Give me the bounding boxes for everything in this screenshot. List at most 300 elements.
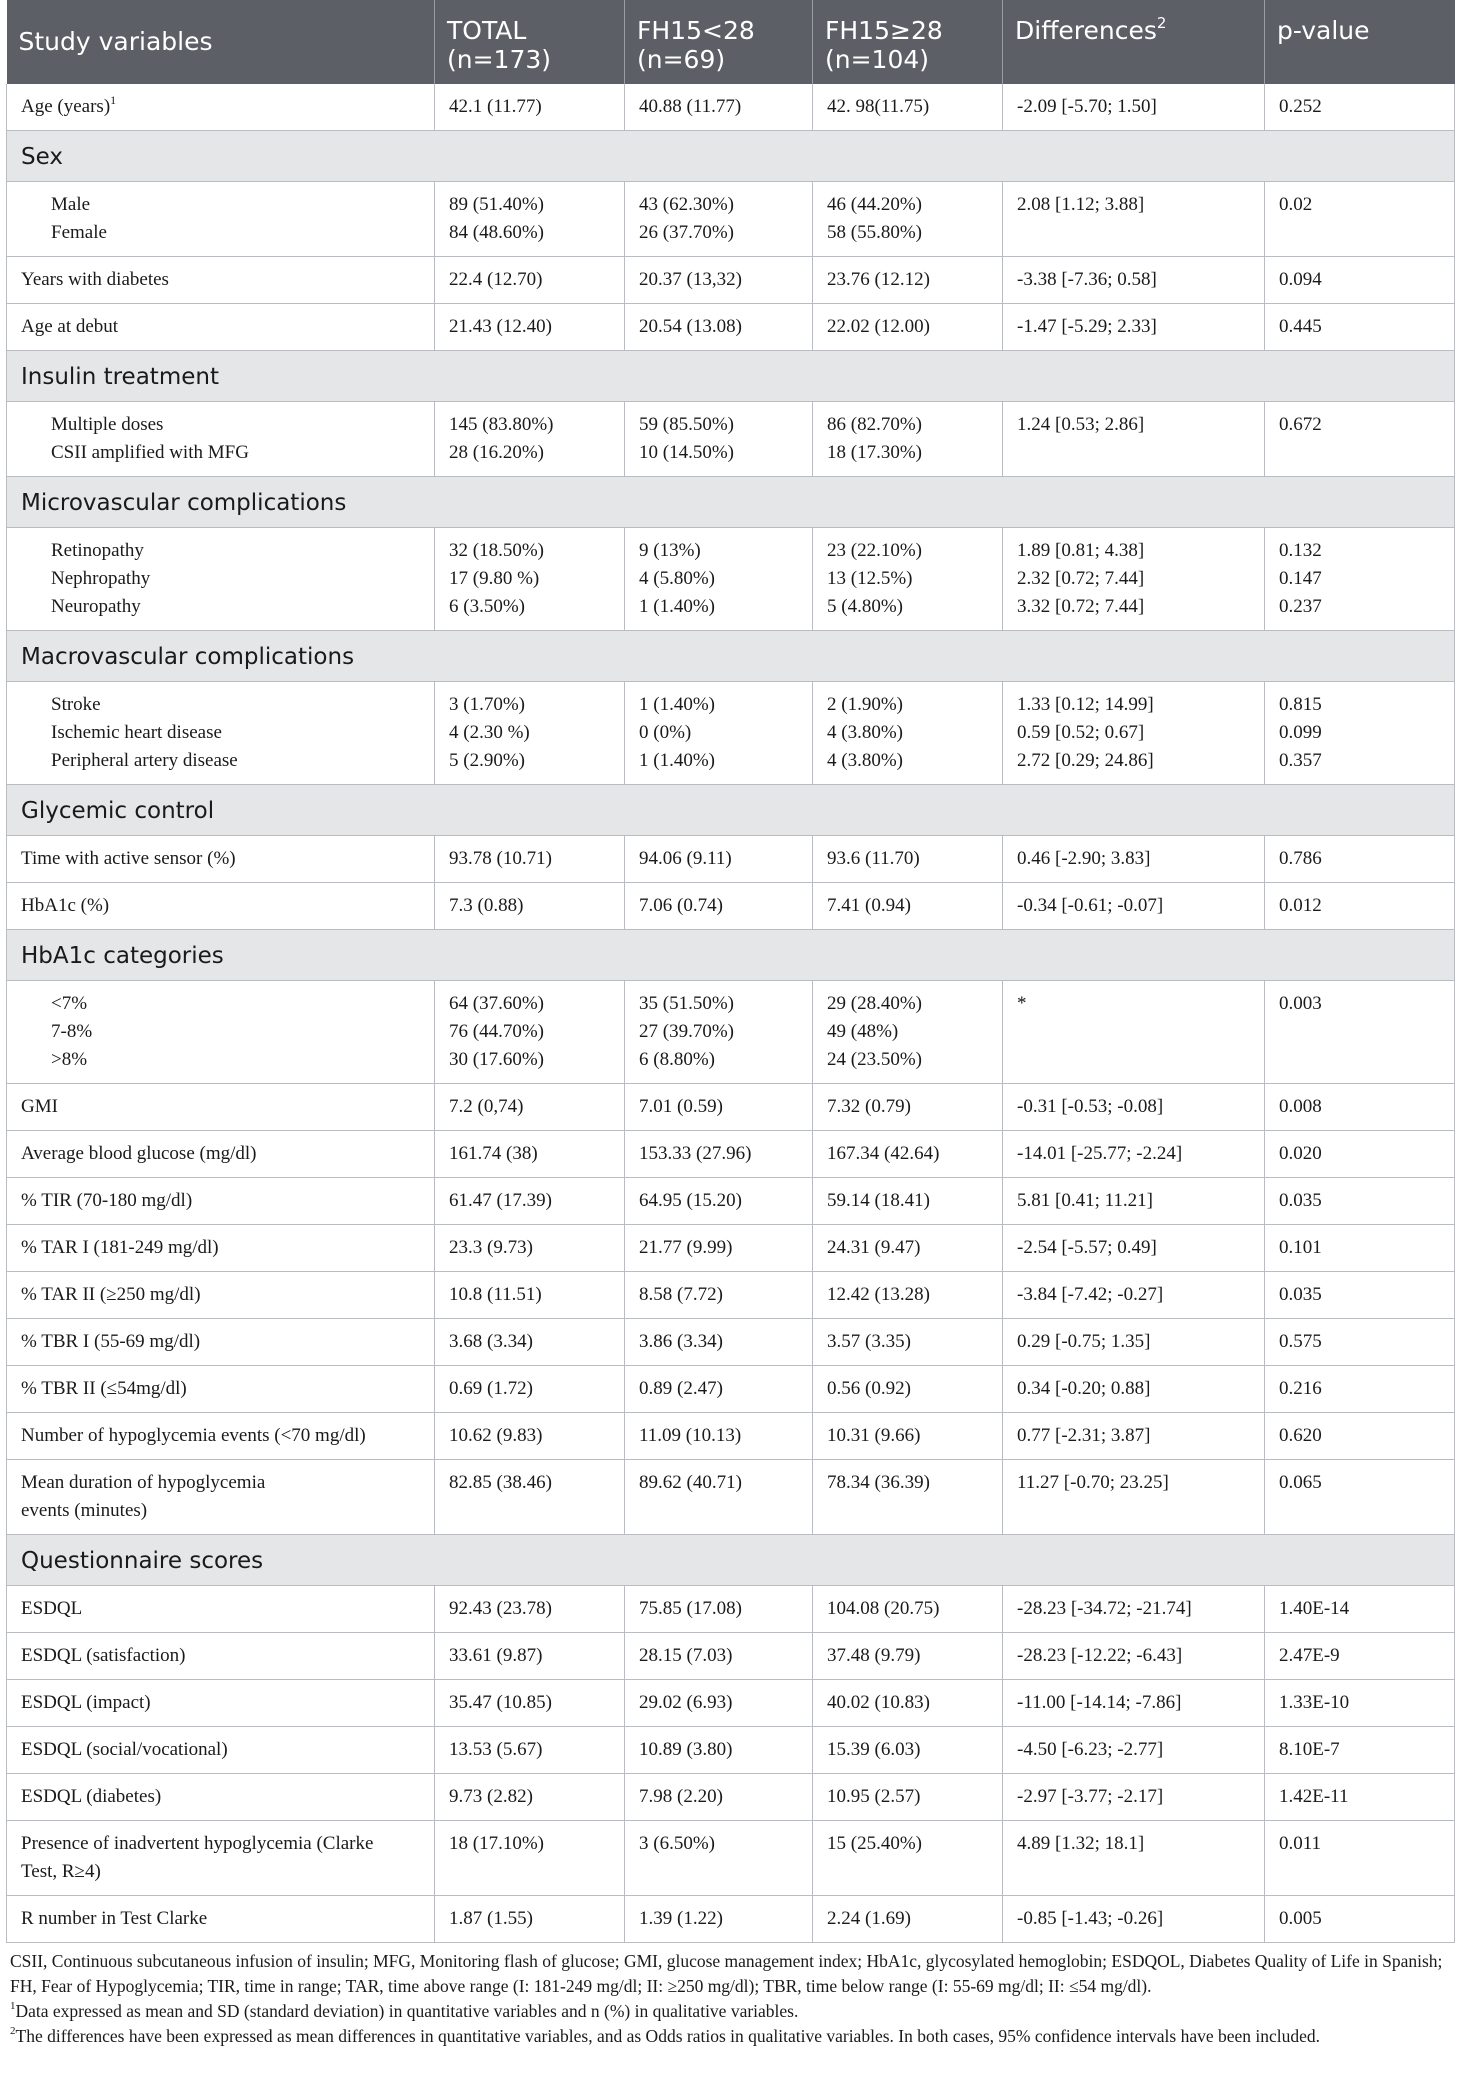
section-title: HbA1c categories — [7, 930, 1455, 981]
header-total — [435, 0, 625, 84]
p-value-cell — [1265, 1586, 1455, 1633]
fh-ge-28-cell — [813, 1413, 1003, 1460]
cell-line: <7% — [51, 993, 88, 1014]
cell-text: 20.54 (13.08) — [639, 316, 742, 337]
cell-line: Retinopathy — [51, 540, 144, 561]
table-footnotes — [6, 1943, 1454, 2049]
section-title: Sex — [7, 131, 1455, 182]
cell-line: 3 (1.70%) — [449, 694, 525, 715]
cell-text: 40.88 (11.77) — [639, 96, 742, 117]
difference-cell — [1003, 182, 1265, 257]
cell-text: 15.39 (6.03) — [827, 1739, 921, 1760]
p-value-cell — [1265, 1272, 1455, 1319]
cell-line: 86 (82.70%) — [827, 414, 922, 435]
cell-text: 42.1 (11.77) — [449, 96, 542, 117]
fh-lt-28-cell — [625, 1460, 813, 1535]
cell-line: 17 (9.80 %) — [449, 568, 540, 589]
cell-text: -0.34 [-0.61; -0.07] — [1017, 895, 1164, 916]
cell-line: 0.237 — [1279, 596, 1322, 617]
variable-cell — [7, 1680, 435, 1727]
fh-ge-28-cell — [813, 1319, 1003, 1366]
difference-cell — [1003, 1460, 1265, 1535]
p-value-cell — [1265, 1084, 1455, 1131]
variable-cell — [7, 836, 435, 883]
cell-text: 2.47E-9 — [1279, 1645, 1340, 1666]
table-row — [7, 1413, 1455, 1460]
cell-line: 4 (2.30 %) — [449, 722, 530, 743]
cell-text: 20.37 (13,32) — [639, 269, 742, 290]
cell-text: 89.62 (40.71) — [639, 1472, 742, 1493]
fh-lt-28-cell — [625, 1774, 813, 1821]
cell-text: -0.31 [-0.53; -0.08] — [1017, 1096, 1164, 1117]
cell-text: HbA1c (%) — [21, 895, 110, 916]
cell-text: 0.005 — [1279, 1908, 1322, 1929]
cell-line: 2.32 [0.72; 7.44] — [1017, 568, 1145, 589]
cell-text: 35.47 (10.85) — [449, 1692, 552, 1713]
table-row — [7, 1319, 1455, 1366]
cell-line: Peripheral artery disease — [51, 750, 238, 771]
table-row — [7, 182, 1455, 257]
difference-cell — [1003, 1413, 1265, 1460]
header-fh-lt-28-label: FH15<28 — [637, 16, 755, 45]
table-body — [7, 84, 1455, 1943]
cell-text: 10.8 (11.51) — [449, 1284, 542, 1305]
cell-text: 29.02 (6.93) — [639, 1692, 733, 1713]
cell-text: 7.32 (0.79) — [827, 1096, 911, 1117]
cell-text: 0.445 — [1279, 316, 1322, 337]
cell-text: 64.95 (15.20) — [639, 1190, 742, 1211]
variable-cell — [7, 1896, 435, 1943]
section-title: Questionnaire scores — [7, 1535, 1455, 1586]
footnote-1-mark: 1 — [10, 2000, 16, 2013]
cell-text: 23.3 (9.73) — [449, 1237, 533, 1258]
fh-ge-28-cell — [813, 682, 1003, 785]
section-title: Macrovascular complications — [7, 631, 1455, 682]
cell-text: -3.38 [-7.36; 0.58] — [1017, 269, 1157, 290]
fh-ge-28-cell — [813, 1272, 1003, 1319]
cell-text: 59.14 (18.41) — [827, 1190, 930, 1211]
cell-text: 7.98 (2.20) — [639, 1786, 723, 1807]
cell-line: 0.132 — [1279, 540, 1322, 561]
fh-lt-28-cell — [625, 1225, 813, 1272]
cell-line: 0.003 — [1279, 993, 1322, 1014]
cell-line: 5 (2.90%) — [449, 750, 525, 771]
fh-ge-28-cell — [813, 304, 1003, 351]
variable-cell — [7, 682, 435, 785]
cell-text: 12.42 (13.28) — [827, 1284, 930, 1305]
total-cell — [435, 1272, 625, 1319]
table-row — [7, 1084, 1455, 1131]
section-header-row — [7, 930, 1455, 981]
table-row — [7, 1366, 1455, 1413]
p-value-cell — [1265, 1821, 1455, 1896]
cell-text: 15 (25.40%) — [827, 1833, 922, 1854]
header-differences: Differences$^2$ — [1003, 0, 1265, 84]
fh-lt-28-cell — [625, 1896, 813, 1943]
variable-cell — [7, 1633, 435, 1680]
cell-text: 93.78 (10.71) — [449, 848, 552, 869]
total-cell — [435, 1131, 625, 1178]
cell-line: 64 (37.60%) — [449, 993, 544, 1014]
cell-text: -2.09 [-5.70; 1.50] — [1017, 96, 1157, 117]
cell-text: 1.40E-14 — [1279, 1598, 1350, 1619]
cell-text: 13.53 (5.67) — [449, 1739, 543, 1760]
cell-text: GMI — [21, 1096, 58, 1117]
cell-text: 61.47 (17.39) — [449, 1190, 552, 1211]
cell-text: -2.97 [-3.77; -2.17] — [1017, 1786, 1164, 1807]
cell-text: 8.58 (7.72) — [639, 1284, 723, 1305]
cell-text: 0.786 — [1279, 848, 1322, 869]
cell-text: 10.89 (3.80) — [639, 1739, 733, 1760]
table-row — [7, 1460, 1455, 1535]
header-fh-ge-28-label: FH15≥28 — [825, 16, 943, 45]
table-row — [7, 1680, 1455, 1727]
total-cell — [435, 1896, 625, 1943]
cell-text: % TIR (70-180 mg/dl) — [21, 1190, 193, 1211]
cell-text: 3.86 (3.34) — [639, 1331, 723, 1352]
footnote-abbreviations: CSII, Continuous subcutaneous infusion of insulin; MFG, Monitoring flash of glucose; GMI, glucose management index; HbA1c, glycosylated hemoglobin; ESDQOL, Diabetes Quality of Life in Spanish; FH, Fear of Hypoglycemia; TIR, time in range; TAR, time above range (I: 181-249 mg/dl; II: ≥250 mg/dl); TBR, time below range (I: 55-69 mg/dl; II: ≤54 mg/dl). — [10, 1951, 1443, 1996]
section-header-row — [7, 785, 1455, 836]
results-table-document — [6, 0, 1454, 2049]
table-row — [7, 1178, 1455, 1225]
cell-line: 0.815 — [1279, 694, 1322, 715]
cell-line: 6 (3.50%) — [449, 596, 525, 617]
cell-line: Stroke — [51, 694, 101, 715]
table-row — [7, 528, 1455, 631]
study-variables-table — [6, 0, 1455, 1943]
difference-cell — [1003, 304, 1265, 351]
difference-cell — [1003, 528, 1265, 631]
cell-text: 7.2 (0,74) — [449, 1096, 524, 1117]
cell-text: 104.08 (20.75) — [827, 1598, 940, 1619]
cell-text: -14.01 [-25.77; -2.24] — [1017, 1143, 1183, 1164]
header-study-variables: Study variables — [7, 0, 435, 84]
p-value-cell — [1265, 1774, 1455, 1821]
table-row — [7, 682, 1455, 785]
fh-lt-28-cell — [625, 1821, 813, 1896]
fh-ge-28-cell — [813, 182, 1003, 257]
cell-text: ESDQL — [21, 1598, 83, 1619]
fh-ge-28-cell — [813, 402, 1003, 477]
fh-lt-28-cell — [625, 682, 813, 785]
cell-text: Time with active sensor (%) — [21, 848, 236, 869]
total-cell — [435, 1821, 625, 1896]
cell-text: 24.31 (9.47) — [827, 1237, 921, 1258]
cell-text: 23.76 (12.12) — [827, 269, 930, 290]
section-title: Glycemic control — [7, 785, 1455, 836]
difference-cell — [1003, 1272, 1265, 1319]
cell-line: 145 (83.80%) — [449, 414, 554, 435]
cell-text: 93.6 (11.70) — [827, 848, 920, 869]
cell-text: % TAR I (181-249 mg/dl) — [21, 1237, 219, 1258]
fh-ge-28-cell — [813, 836, 1003, 883]
difference-cell — [1003, 1131, 1265, 1178]
cell-line: 1 (1.40%) — [639, 750, 715, 771]
footnote-1: $^1$Data expressed as mean and SD (standard deviation) in quantitative variables and n (%) in qualitative variables. — [10, 2000, 799, 2021]
cell-text: 10.62 (9.83) — [449, 1425, 543, 1446]
cell-line: 0.147 — [1279, 568, 1322, 589]
cell-text: Age (years) — [21, 96, 111, 117]
cell-line: 0.02 — [1279, 194, 1313, 215]
cell-text: 7.3 (0.88) — [449, 895, 524, 916]
cell-text: 0.46 [-2.90; 3.83] — [1017, 848, 1151, 869]
cell-text: 22.02 (12.00) — [827, 316, 930, 337]
cell-text: 21.77 (9.99) — [639, 1237, 733, 1258]
cell-line: 32 (18.50%) — [449, 540, 544, 561]
cell-text: 7.41 (0.94) — [827, 895, 911, 916]
cell-text: 33.61 (9.87) — [449, 1645, 543, 1666]
cell-text: 1.87 (1.55) — [449, 1908, 533, 1929]
p-value-cell — [1265, 528, 1455, 631]
table-row — [7, 1774, 1455, 1821]
p-value-cell — [1265, 304, 1455, 351]
header-fh-lt-28-n: (n=69) — [637, 45, 726, 74]
table-row — [7, 1633, 1455, 1680]
cell-line: Multiple doses — [51, 414, 164, 435]
table-row — [7, 84, 1455, 131]
p-value-cell — [1265, 1633, 1455, 1680]
cell-line: 4 (5.80%) — [639, 568, 715, 589]
total-cell — [435, 981, 625, 1084]
table-row — [7, 1727, 1455, 1774]
cell-line: events (minutes) — [21, 1500, 148, 1521]
p-value-cell — [1265, 1319, 1455, 1366]
difference-cell — [1003, 883, 1265, 930]
fh-ge-28-cell — [813, 1225, 1003, 1272]
cell-line: * — [1017, 993, 1027, 1014]
variable-cell — [7, 182, 435, 257]
cell-line: 46 (44.20%) — [827, 194, 922, 215]
fh-lt-28-cell — [625, 1727, 813, 1774]
cell-text: 0.575 — [1279, 1331, 1322, 1352]
table-header — [7, 0, 1455, 84]
header-total-label: TOTAL — [447, 16, 527, 45]
cell-line: 6 (8.80%) — [639, 1049, 715, 1070]
cell-line: >8% — [51, 1049, 88, 1070]
footnote-mark: 1 — [110, 92, 117, 107]
footnote-2-mark: 2 — [10, 2025, 16, 2038]
cell-text: ESDQL (impact) — [21, 1692, 151, 1713]
cell-text: % TBR I (55-69 mg/dl) — [21, 1331, 201, 1352]
cell-text: ESDQL (satisfaction) — [21, 1645, 186, 1666]
fh-lt-28-cell — [625, 981, 813, 1084]
total-cell — [435, 1178, 625, 1225]
cell-text: 28.15 (7.03) — [639, 1645, 733, 1666]
section-header-row — [7, 477, 1455, 528]
cell-line: 58 (55.80%) — [827, 222, 922, 243]
total-cell — [435, 1774, 625, 1821]
cell-text: ESDQL (social/vocational) — [21, 1739, 228, 1760]
difference-cell — [1003, 836, 1265, 883]
cell-text: 0.89 (2.47) — [639, 1378, 723, 1399]
total-cell — [435, 402, 625, 477]
cell-text: 3.68 (3.34) — [449, 1331, 533, 1352]
difference-cell — [1003, 402, 1265, 477]
cell-text: 0.216 — [1279, 1378, 1322, 1399]
variable-cell — [7, 883, 435, 930]
cell-line: 1.24 [0.53; 2.86] — [1017, 414, 1145, 435]
table-row — [7, 1272, 1455, 1319]
total-cell — [435, 1366, 625, 1413]
table-row — [7, 304, 1455, 351]
p-value-cell — [1265, 1178, 1455, 1225]
total-cell — [435, 1319, 625, 1366]
total-cell — [435, 682, 625, 785]
cell-line: 7-8% — [51, 1021, 93, 1042]
p-value-cell — [1265, 257, 1455, 304]
p-value-cell — [1265, 1460, 1455, 1535]
cell-text: 10.95 (2.57) — [827, 1786, 921, 1807]
cell-text: 1.33E-10 — [1279, 1692, 1350, 1713]
cell-line: 3.32 [0.72; 7.44] — [1017, 596, 1145, 617]
difference-cell — [1003, 682, 1265, 785]
cell-line: 26 (37.70%) — [639, 222, 734, 243]
cell-text: -28.23 [-34.72; -21.74] — [1017, 1598, 1192, 1619]
fh-lt-28-cell — [625, 1413, 813, 1460]
cell-text: -2.54 [-5.57; 0.49] — [1017, 1237, 1157, 1258]
cell-text: 7.01 (0.59) — [639, 1096, 723, 1117]
cell-line: Neuropathy — [51, 596, 141, 617]
table-row — [7, 981, 1455, 1084]
header-differences-footnote-mark: 2 — [1156, 13, 1167, 32]
difference-cell — [1003, 1366, 1265, 1413]
cell-text: 1.39 (1.22) — [639, 1908, 723, 1929]
p-value-cell — [1265, 1131, 1455, 1178]
fh-ge-28-cell — [813, 883, 1003, 930]
fh-lt-28-cell — [625, 402, 813, 477]
section-title: Insulin treatment — [7, 351, 1455, 402]
cell-line: 89 (51.40%) — [449, 194, 544, 215]
fh-lt-28-cell — [625, 1131, 813, 1178]
difference-cell — [1003, 1680, 1265, 1727]
cell-text: 7.06 (0.74) — [639, 895, 723, 916]
fh-ge-28-cell — [813, 1178, 1003, 1225]
cell-line: 28 (16.20%) — [449, 442, 544, 463]
fh-lt-28-cell — [625, 1084, 813, 1131]
total-cell — [435, 1680, 625, 1727]
table-row — [7, 1131, 1455, 1178]
variable-cell — [7, 1131, 435, 1178]
total-cell — [435, 1084, 625, 1131]
p-value-cell — [1265, 182, 1455, 257]
fh-lt-28-cell — [625, 1680, 813, 1727]
cell-text: 42. 98(11.75) — [827, 96, 930, 117]
total-cell — [435, 84, 625, 131]
variable-cell — [7, 257, 435, 304]
difference-cell — [1003, 1821, 1265, 1896]
cell-line: 49 (48%) — [827, 1021, 899, 1042]
total-cell — [435, 1413, 625, 1460]
cell-text: 75.85 (17.08) — [639, 1598, 742, 1619]
fh-ge-28-cell — [813, 528, 1003, 631]
cell-line: 5 (4.80%) — [827, 596, 903, 617]
cell-text: 0.77 [-2.31; 3.87] — [1017, 1425, 1151, 1446]
cell-text: 9.73 (2.82) — [449, 1786, 533, 1807]
cell-line: 35 (51.50%) — [639, 993, 734, 1014]
difference-cell — [1003, 1774, 1265, 1821]
variable-cell — [7, 1178, 435, 1225]
cell-line: 43 (62.30%) — [639, 194, 734, 215]
cell-text: 5.81 [0.41; 11.21] — [1017, 1190, 1153, 1211]
cell-line: 30 (17.60%) — [449, 1049, 544, 1070]
variable-cell — [7, 1586, 435, 1633]
cell-text: 0.094 — [1279, 269, 1322, 290]
cell-line: CSII amplified with MFG — [51, 442, 249, 463]
cell-text: 0.011 — [1279, 1833, 1322, 1854]
fh-ge-28-cell — [813, 1727, 1003, 1774]
cell-text: 0.008 — [1279, 1096, 1322, 1117]
cell-text: Average blood glucose (mg/dl) — [21, 1143, 257, 1164]
cell-text: 0.34 [-0.20; 0.88] — [1017, 1378, 1151, 1399]
difference-cell — [1003, 1586, 1265, 1633]
header-fh-ge-28-n: (n=104) — [825, 45, 930, 74]
p-value-cell — [1265, 1413, 1455, 1460]
cell-text: 21.43 (12.40) — [449, 316, 552, 337]
p-value-cell — [1265, 981, 1455, 1084]
cell-text: 0.035 — [1279, 1284, 1322, 1305]
cell-text: ESDQL (diabetes) — [21, 1786, 162, 1807]
total-cell — [435, 1633, 625, 1680]
p-value-cell — [1265, 883, 1455, 930]
variable-cell — [7, 528, 435, 631]
cell-line: 29 (28.40%) — [827, 993, 922, 1014]
fh-ge-28-cell — [813, 1774, 1003, 1821]
cell-line: 23 (22.10%) — [827, 540, 922, 561]
cell-text: 11.27 [-0.70; 23.25] — [1017, 1472, 1169, 1493]
cell-line: 13 (12.5%) — [827, 568, 913, 589]
cell-text: 1.42E-11 — [1279, 1786, 1349, 1807]
cell-text: Number of hypoglycemia events (<70 mg/dl) — [21, 1425, 366, 1446]
cell-line: 1 (1.40%) — [639, 694, 715, 715]
fh-ge-28-cell — [813, 1633, 1003, 1680]
cell-text: 94.06 (9.11) — [639, 848, 732, 869]
cell-text: 0.29 [-0.75; 1.35] — [1017, 1331, 1151, 1352]
header-row — [7, 0, 1455, 84]
p-value-cell — [1265, 1680, 1455, 1727]
cell-text: 8.10E-7 — [1279, 1739, 1340, 1760]
cell-text: 0.012 — [1279, 895, 1322, 916]
variable-cell — [7, 402, 435, 477]
cell-text: 0.252 — [1279, 96, 1322, 117]
cell-text: -28.23 [-12.22; -6.43] — [1017, 1645, 1183, 1666]
fh-ge-28-cell — [813, 1131, 1003, 1178]
cell-text: 18 (17.10%) — [449, 1833, 544, 1854]
fh-ge-28-cell — [813, 1896, 1003, 1943]
cell-line: 2.72 [0.29; 24.86] — [1017, 750, 1154, 771]
cell-line: 4 (3.80%) — [827, 750, 903, 771]
total-cell — [435, 257, 625, 304]
cell-line: 0 (0%) — [639, 722, 692, 743]
variable-cell — [7, 1821, 435, 1896]
fh-lt-28-cell — [625, 1272, 813, 1319]
variable-cell — [7, 1413, 435, 1460]
cell-line: 1.89 [0.81; 4.38] — [1017, 540, 1145, 561]
total-cell — [435, 883, 625, 930]
cell-text: % TBR II (≤54mg/dl) — [21, 1378, 187, 1399]
variable-cell — [7, 981, 435, 1084]
fh-ge-28-cell — [813, 1680, 1003, 1727]
header-fh-lt-28 — [625, 0, 813, 84]
total-cell — [435, 528, 625, 631]
table-row — [7, 836, 1455, 883]
cell-text: Years with diabetes — [21, 269, 169, 290]
section-header-row — [7, 631, 1455, 682]
cell-line: 18 (17.30%) — [827, 442, 922, 463]
difference-cell — [1003, 981, 1265, 1084]
difference-cell — [1003, 1225, 1265, 1272]
fh-lt-28-cell — [625, 836, 813, 883]
total-cell — [435, 1727, 625, 1774]
